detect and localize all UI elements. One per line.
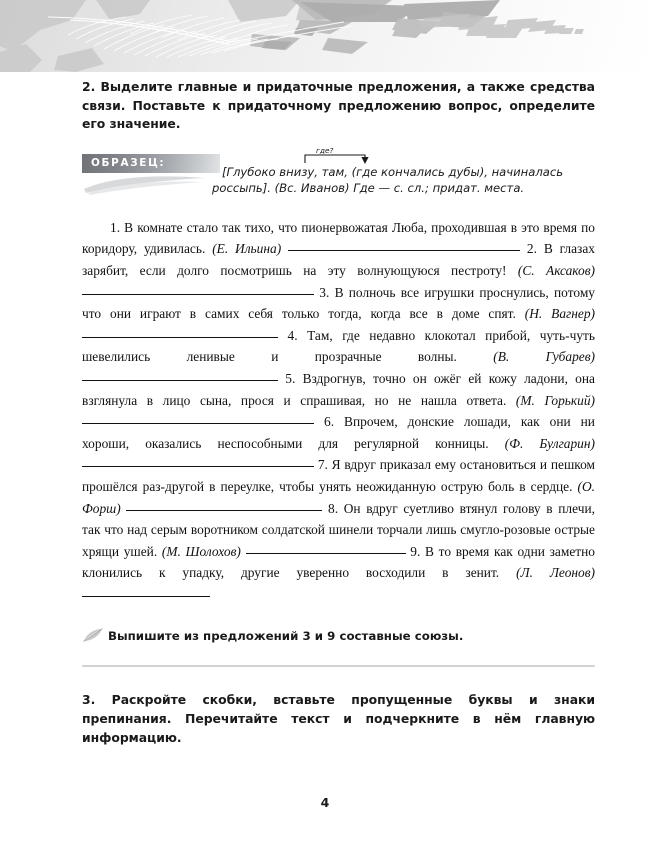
sentence-number-9: 9. — [410, 543, 421, 559]
quill-feather-icon — [82, 628, 104, 643]
answer-blank-5[interactable] — [82, 414, 314, 424]
sentence-number-7: 7. — [317, 457, 328, 473]
feather-watermark-icon — [0, 0, 650, 72]
sentence-text-7: Я вдруг приказал ему остановиться и пешком прошёлся раз-другой в переулке, чтобы унять неожиданную острую боль в сердце. — [82, 457, 595, 494]
answer-blank-9[interactable] — [82, 587, 210, 597]
sentence-author-5: (М. Горький) — [515, 392, 595, 408]
bracket-arrow-icon — [303, 146, 375, 164]
sentence-text-2: В глазах зарябит, если долго посмотришь на эту волнующуюся пестроту! — [82, 241, 595, 278]
sentence-author-3: (Н. Вагнер) — [524, 306, 595, 322]
sentence-text-4: Там, где недавно клокотал прибой, чуть-чуть шевелились ленивые и прозрачные волны. — [82, 327, 595, 365]
answer-blank-7[interactable] — [126, 501, 322, 511]
sentence-number-6: 6. — [324, 414, 335, 430]
question-arrow-diagram — [303, 146, 375, 164]
sentence-author-4: (В. Губарев) — [493, 349, 596, 365]
sentence-number-8: 8. — [328, 500, 339, 516]
sentence-number-3: 3. — [319, 284, 330, 300]
task-2-heading: 2. Выделите главные и придаточные предложения, а также средства связи. Поставьте к придаточному предложению вопрос, определите его значение. — [82, 79, 595, 132]
example-swoosh-decoration — [82, 173, 220, 195]
sentence-number-5: 5. — [285, 370, 296, 386]
sentence-text-1: В комнате стало так тихо, что пионервожатая Люба, проходившая в это время по коридору, удивилась. — [82, 219, 595, 257]
answer-blank-1[interactable] — [288, 241, 520, 251]
sentence-text-3: В полночь все игрушки проснулись, потому что они играют в самих себя только тогда, когда все в доме спят. — [82, 284, 595, 322]
example-line-1: [Глубоко внизу, там, (где кончались дубы), начиналась — [222, 164, 564, 179]
sentence-text-5: Вздрогнув, точно он ожёг ей кожу ладони, она взглянула в лицо сына, прося и спрашивая, но не нашла ответа. — [82, 370, 595, 408]
sentence-text-6: Впрочем, донские лошади, как они ни хороши, оказались неспособными для регулярной конницы. — [82, 414, 595, 451]
example-text — [212, 145, 595, 197]
arrow-question-label: где? — [316, 145, 334, 155]
answer-blank-4[interactable] — [82, 371, 278, 381]
sentence-number-1: 1. — [110, 219, 121, 235]
answer-blank-2[interactable] — [82, 285, 314, 295]
example-block — [82, 145, 595, 197]
sentence-text-8: Он вдруг суетливо втянул голову в плечи, так что над серым воротником солдатской шинели торчали лишь смугло-розовые острые хрящи ушей. — [82, 500, 595, 559]
answer-blank-6[interactable] — [82, 457, 314, 467]
answer-blank-8[interactable] — [246, 544, 406, 554]
sentence-author-8: (М. Шолохов) — [161, 543, 241, 559]
feather-icon — [82, 628, 104, 643]
example-label: ОБРАЗЕЦ: — [82, 154, 220, 173]
header-decoration-banner — [0, 0, 650, 72]
subtask-label: Выпишите из предложений 3 и 9 составные союзы. — [108, 629, 464, 644]
exercise-sentences-body — [82, 217, 595, 606]
subtask-instruction — [82, 627, 595, 645]
sentence-author-9: (Л. Леонов) — [516, 565, 595, 581]
page-number: 4 — [320, 795, 330, 810]
sentence-number-4: 4. — [287, 327, 298, 343]
section-divider — [82, 665, 595, 667]
example-line-2: россыпь]. (Вс. Иванов) Где — с. сл.; придат. места. — [212, 181, 525, 196]
sentence-author-1: (Е. Ильина) — [212, 241, 282, 257]
task-3-heading: 3. Раскройте скобки, вставьте пропущенные буквы и знаки препинания. Перечитайте текст и подчеркните в нём главную информацию. — [82, 692, 595, 745]
sentence-author-6: (Ф. Булгарин) — [504, 435, 595, 451]
sentence-author-2: (С. Аксаков) — [517, 262, 595, 278]
answer-blank-3[interactable] — [82, 328, 278, 338]
feather-swoosh-icon — [82, 173, 220, 195]
sentence-text-9: В то время как одни заметно клонились к упадку, другие уверенно восходили в зенит. — [82, 543, 595, 581]
sentence-author-7: (О. Форш) — [82, 478, 595, 516]
page-content — [82, 78, 595, 747]
sentence-number-2: 2. — [526, 241, 537, 257]
